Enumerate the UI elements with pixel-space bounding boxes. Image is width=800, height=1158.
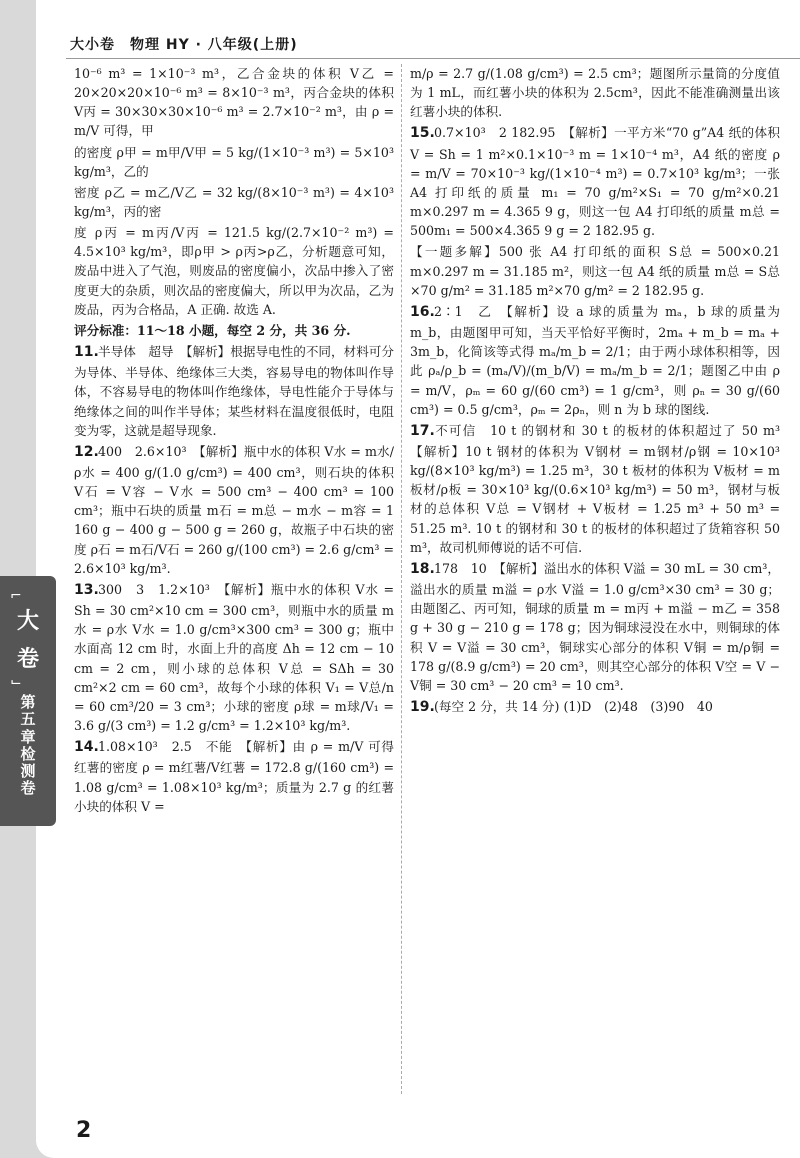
page-header: 大小卷 物理 HY · 八年级(上册) <box>70 37 298 53</box>
question-number: 12. <box>74 443 99 460</box>
answer-15 <box>410 123 780 240</box>
tab-char-2: 卷 <box>16 647 39 672</box>
answer-14-continued: m/ρ = 2.7 g/(1.08 g/cm³) = 2.5 cm³；题图所示量筒的分度值为 1 mL，而红薯小块的体积为 2.5cm³，因此不能准确测量出该红薯小块的体积. <box>410 66 780 120</box>
tab-char-1: 大 <box>16 609 39 634</box>
answer-13 <box>74 580 394 735</box>
question-number: 11. <box>74 343 99 360</box>
answer-text: 半导体 超导 【解析】根据导电性的不同，材料可分为导体、半导体、绝缘体三大类，容易导电的物体叫作导体，不容易导电的物体叫作绝缘体，导电性能介于导体与绝缘体之间的叫作半导体；某些材料在温度很低时，电阻变为零，这就是超导现象. <box>74 343 394 438</box>
answer-text: 178 10 【解析】溢出水的体积 V溢 = 30 mL = 30 cm³，溢出水的质量 m溢 = ρ水 V溢 = 1.0 g/cm³×30 cm³ = 30 g；由题图乙、丙可知，铜球的质量 m = m丙 + m溢 − m乙 = 358 g + 30 g − 210 g = 178 g；因为铜球浸没在水中，则铜球的体积 V = V溢 = 30 cm³，铜球实心部分的体积 V铜 = m/ρ铜 = 178 g/(8.9 g/cm³) = 20 cm³，则其空心部分的体积 V空 = V − V铜 = 30 cm³ − 20 cm³ = 10 cm³. <box>410 560 780 693</box>
answer-12 <box>74 442 394 578</box>
question-number: 14. <box>74 739 99 756</box>
tab-bracket-top: ⌐ <box>10 588 22 604</box>
answer-10-part1: 10⁻⁶ m³ = 1×10⁻³ m³，乙合金块的体积 V乙 = 20×20×20×10⁻⁶ m³ = 8×10⁻³ m³，丙合金块的体积 V丙 = 30×30×30×10⁻⁶ m³ = 2.7×10⁻² m³，由 ρ = m/V 可得，甲 <box>74 66 394 139</box>
question-number: 17. <box>410 422 435 439</box>
side-tab <box>0 576 56 826</box>
answer-16 <box>410 302 780 419</box>
question-number: 13. <box>74 581 99 598</box>
answer-10-part4: 度 ρ丙 = m丙/V丙 = 121.5 kg/(2.7×10⁻² m³) = 4.5×10³ kg/m³，即ρ甲 > ρ丙>ρ乙，分析题意可知，废品中进入了气泡，则废品的密度偏小，次品中掺入了密度更大的杂质，则次品的密度偏大，所以甲为次品，乙为废品，丙为合格品，A 正确. 故选 A. <box>74 225 394 317</box>
question-number: 19. <box>410 699 435 715</box>
answer-11 <box>74 342 394 440</box>
answer-10-part3: 密度 ρ乙 = m乙/V乙 = 32 kg/(8×10⁻³ m³) = 4×10³ kg/m³，丙的密 <box>74 184 394 219</box>
tab-bracket-bottom: ⌙ <box>10 674 22 690</box>
right-column <box>410 64 793 720</box>
page-number: 2 <box>76 1118 92 1143</box>
answer-15-alt-solution: 【一题多解】500 张 A4 打印纸的面积 S总 = 500×0.21 m×0.297 m = 31.185 m²，则这一包 A4 纸的质量 m总 = S总×70 g/m² = 31.185 m²×70 g/m² = 2 182.95 g. <box>410 244 780 298</box>
answer-text: 400 2.6×10³ 【解析】瓶中水的体积 V水 = m水/ρ水 = 400 g/(1.0 g/cm³) = 400 cm³，则石块的体积 V石 = V容 − V水 = 500 cm³ − 400 cm³ = 100 cm³；瓶中石块的质量 m石 = m总 − m水 − m容 = 1 160 g − 400 g − 500 g = 260 g，故瓶子中石块的密度 ρ石 = m石/V石 = 260 g/(100 cm³) = 2.6 g/cm³ = 2.6×10³ kg/m³. <box>74 443 394 576</box>
answer-text: 0.7×10³ 2 182.95 【解析】一平方米“70 g”A4 纸的体积 V = Sh = 1 m²×0.1×10⁻³ m = 1×10⁻⁴ m³，A4 纸的密度 ρ = m/V = 70×10⁻³ kg/(1×10⁻⁴ m³) = 0.7×10³ kg/m³；一张 A4 打印纸的质量 m₁ = 70 g/m²×S₁ = 70 g/m²×0.21 m×0.297 m = 4.365 9 g，则这一包 A4 打印纸的质量 m总 = 500m₁ = 500×4.365 9 g = 2 182.95 g. <box>410 125 780 239</box>
question-number: 16. <box>410 303 435 320</box>
header-rule <box>66 58 800 59</box>
answer-text: 不可信 10 t 的钢材和 30 t 的板材的体积超过了 50 m³ 【解析】10 t 钢材的体积为 V钢材 = m钢材/ρ钢 = 10×10³ kg/(8×10³ kg/m³) = 1.25 m³，30 t 板材的体积为 V板材 = m板材/ρ板 = 30×10³ kg/(0.6×10³ kg/m³) = 50 m³，钢材与板材的总体积 V总 = V钢材 + V板材 = 1.25 m³ + 50 m³ = 51.25 m³. 10 t 的钢材和 30 t 的板材的体积超过了货箱容积 50 m³，故司机师傅说的话不可信. <box>410 422 793 555</box>
answer-text: (每空 2 分，共 14 分) (1)D (2)48 (3)90 40 <box>434 699 713 714</box>
answer-text: 300 3 1.2×10³ 【解析】瓶中水的体积 V水 = Sh = 30 cm²×10 cm = 300 cm³，则瓶中水的质量 m水 = ρ水 V水 = 1.0 g/cm³×300 cm³ = 300 g；瓶中水面高 12 cm 时，水面上升的高度 Δh = 12 cm − 10 cm = 2 cm，则小球的总体积 V总 = SΔh = 30 cm²×2 cm = 60 cm³，故每个小球的体积 V₁ = V总/n = 60 cm³/20 = 3 cm³；小球的密度 ρ球 = m球/V₁ = 3.6 g/(3 cm³) = 1.2 g/cm³ = 1.2×10³ kg/m³. <box>74 581 394 734</box>
answer-19 <box>410 697 780 718</box>
answer-14 <box>74 737 394 816</box>
answer-17 <box>410 421 793 557</box>
question-number: 18. <box>410 560 435 577</box>
tab-chapter-label: 第五章检测卷 <box>20 693 36 798</box>
question-number: 15. <box>410 125 435 142</box>
answer-text: 2∶1 乙 【解析】设 a 球的质量为 mₐ，b 球的质量为 m_b，由题图甲可知，当天平恰好平衡时，2mₐ + m_b = mₐ + 3m_b，化简该等式得 mₐ/m_b = 2/1；由于两小球体积相等，因此 ρₐ/ρ_b = (mₐ/V)/(m_b/V) = mₐ/m_b = 2/1；题图乙中由 ρ = m/V，ρₘ = 60 g/(60 cm³) = 1 g/cm³，则 ρₙ = 30 g/(60 cm³) = 0.5 g/cm³，ρₘ = 2ρₙ，则 n 为 b 球的图线. <box>410 303 780 417</box>
left-column <box>74 64 394 818</box>
answer-10-part2: 的密度 ρ甲 = m甲/V甲 = 5 kg/(1×10⁻³ m³) = 5×10³ kg/m³，乙的 <box>74 144 394 179</box>
answer-text: 1.08×10³ 2.5 不能 【解析】由 ρ = m/V 可得红薯的密度 ρ = m红薯/V红薯 = 172.8 g/(160 cm³) = 1.08 g/cm³ = 1.08×10³ kg/m³；质量为 2.7 g 的红薯小块的体积 V = <box>74 739 394 814</box>
column-divider <box>401 64 403 1094</box>
answer-18 <box>410 559 780 695</box>
scoring-note: 评分标准：11～18 小题，每空 2 分，共 36 分. <box>74 322 351 338</box>
